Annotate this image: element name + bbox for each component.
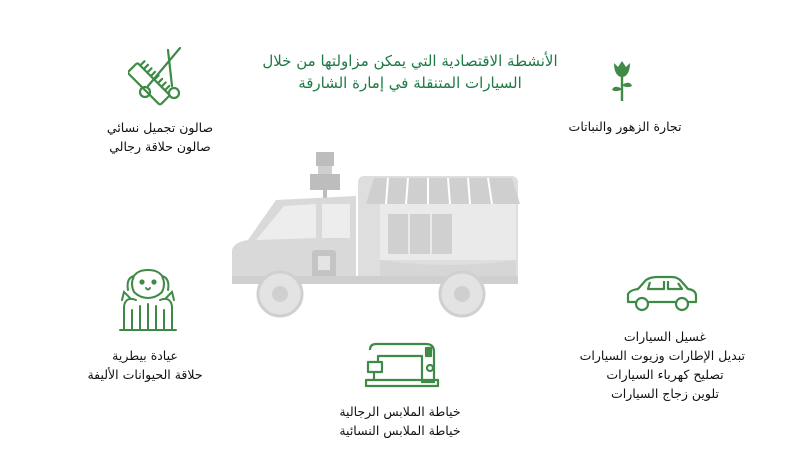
- salon-line-2: صالون حلاقة رجالي: [109, 139, 211, 154]
- flowers-caption: [555, 117, 695, 136]
- car-services-line-2: تبديل الإطارات وزيوت السيارات: [579, 348, 745, 363]
- tailoring-caption: [320, 402, 480, 440]
- pets-line-2: حلاقة الحيوانات الأليفة: [87, 367, 203, 382]
- salon-caption: [95, 118, 225, 156]
- tailoring-line-2: خياطة الملابس النسائية: [339, 423, 461, 438]
- salon-line-1: صالون تجميل نسائي: [106, 120, 214, 135]
- pets-line-1: عيادة بيطرية: [112, 348, 178, 363]
- truck-illustration: [228, 148, 528, 318]
- car-services-line-4: تلوين زجاج السيارات: [611, 386, 719, 401]
- sewing-machine-icon: [364, 338, 440, 390]
- car-icon: [624, 274, 700, 314]
- page-title: [250, 50, 570, 94]
- rose-icon: [604, 55, 640, 105]
- flowers-line-1: تجارة الزهور والنباتات: [568, 119, 682, 134]
- tailoring-line-1: خياطة الملابس الرجالية: [339, 404, 461, 419]
- car-services-line-3: تصليح كهرباء السيارات: [606, 367, 724, 382]
- car-services-line-1: غسيل السيارات: [623, 329, 707, 344]
- cat-dog-icon: [118, 266, 178, 332]
- title-line-1: الأنشطة الاقتصادية التي يمكن مزاولتها من خلال: [262, 52, 558, 70]
- pets-caption: [70, 346, 220, 384]
- title-line-2: السيارات المتنقلة في إمارة الشارقة: [298, 74, 522, 92]
- scissors-comb-icon: [128, 42, 192, 106]
- car-services-caption: [579, 327, 745, 403]
